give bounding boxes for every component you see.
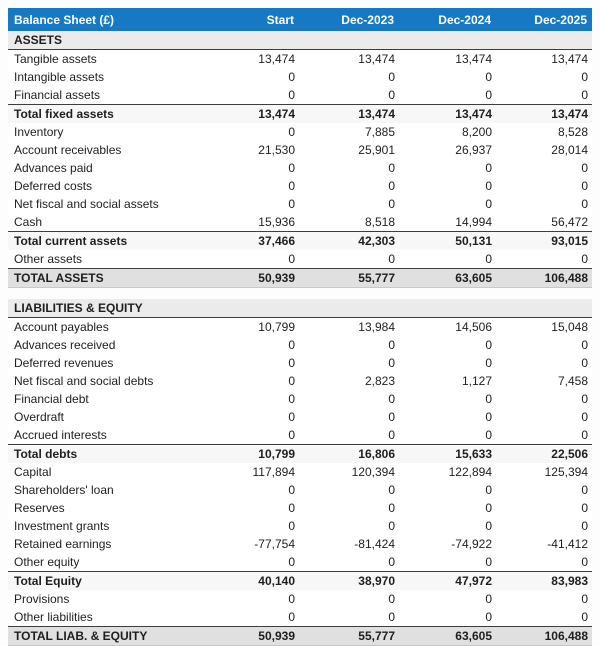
table-row — [8, 123, 592, 141]
cell-value: 13,474 — [299, 105, 399, 124]
cell-value: 0 — [496, 177, 592, 195]
cell-value: 0 — [496, 517, 592, 535]
cell-value: 10,799 — [199, 445, 299, 464]
cell-value: 8,528 — [496, 123, 592, 141]
cell-value: 0 — [199, 426, 299, 445]
cell-value: 0 — [199, 390, 299, 408]
table-header-row — [8, 8, 592, 31]
cell-value: 0 — [496, 195, 592, 213]
cell-value: 56,472 — [496, 213, 592, 232]
cell-value: 13,474 — [199, 50, 299, 69]
table-row — [8, 463, 592, 481]
table-row — [8, 177, 592, 195]
cell-value: 0 — [199, 481, 299, 499]
cell-value: 13,474 — [496, 105, 592, 124]
section-header-row — [8, 299, 592, 318]
cell-value: 120,394 — [299, 463, 399, 481]
table-row — [8, 354, 592, 372]
cell-value: 0 — [496, 608, 592, 627]
cell-value: 0 — [299, 177, 399, 195]
cell-value: 50,939 — [199, 269, 299, 288]
table-row — [8, 213, 592, 232]
row-label: Cash — [8, 213, 199, 232]
column-header-start: Start — [199, 8, 299, 31]
cell-value: 7,885 — [299, 123, 399, 141]
cell-value: 0 — [399, 68, 496, 86]
cell-value: 8,200 — [399, 123, 496, 141]
row-label: TOTAL LIAB. & EQUITY — [8, 627, 199, 646]
cell-value: 0 — [199, 499, 299, 517]
cell-value: 15,936 — [199, 213, 299, 232]
table-row — [8, 50, 592, 69]
row-label: Deferred revenues — [8, 354, 199, 372]
section-empty-cell — [399, 299, 496, 318]
cell-value: 0 — [199, 250, 299, 269]
table-row — [8, 572, 592, 591]
cell-value: 16,806 — [299, 445, 399, 464]
cell-value: 13,474 — [399, 105, 496, 124]
cell-value: 8,518 — [299, 213, 399, 232]
table-row — [8, 318, 592, 337]
row-label: Intangible assets — [8, 68, 199, 86]
row-label: Other liabilities — [8, 608, 199, 627]
cell-value: 0 — [299, 426, 399, 445]
section-empty-cell — [199, 299, 299, 318]
column-header-dec-2025: Dec-2025 — [496, 8, 592, 31]
cell-value: 0 — [199, 354, 299, 372]
row-label: Provisions — [8, 590, 199, 608]
cell-value: 93,015 — [496, 232, 592, 251]
cell-value: 0 — [299, 390, 399, 408]
cell-value: 13,984 — [299, 318, 399, 337]
table-body — [8, 31, 592, 646]
table-row — [8, 553, 592, 572]
cell-value: 0 — [399, 336, 496, 354]
table-row — [8, 390, 592, 408]
cell-value: -74,922 — [399, 535, 496, 553]
cell-value: 0 — [399, 177, 496, 195]
section-empty-cell — [399, 31, 496, 50]
table-row — [8, 608, 592, 627]
cell-value: 14,994 — [399, 213, 496, 232]
section-empty-cell — [299, 299, 399, 318]
row-label: Financial assets — [8, 86, 199, 105]
row-label: Reserves — [8, 499, 199, 517]
cell-value: -77,754 — [199, 535, 299, 553]
cell-value: 0 — [399, 481, 496, 499]
cell-value: 25,901 — [299, 141, 399, 159]
cell-value: 13,474 — [299, 50, 399, 69]
row-label: Account payables — [8, 318, 199, 337]
cell-value: 106,488 — [496, 627, 592, 646]
table-row — [8, 86, 592, 105]
cell-value: 0 — [399, 608, 496, 627]
cell-value: 10,799 — [199, 318, 299, 337]
cell-value: 0 — [299, 408, 399, 426]
cell-value: 0 — [199, 86, 299, 105]
cell-value: 0 — [496, 68, 592, 86]
row-label: Other equity — [8, 553, 199, 572]
row-label: Capital — [8, 463, 199, 481]
cell-value: 0 — [199, 590, 299, 608]
cell-value: 0 — [299, 608, 399, 627]
cell-value: 55,777 — [299, 269, 399, 288]
cell-value: 0 — [299, 354, 399, 372]
table-row — [8, 408, 592, 426]
cell-value: 0 — [496, 408, 592, 426]
cell-value: 0 — [299, 250, 399, 269]
cell-value: 0 — [299, 553, 399, 572]
table-row — [8, 141, 592, 159]
cell-value: 47,972 — [399, 572, 496, 591]
cell-value: 83,983 — [496, 572, 592, 591]
cell-value: 42,303 — [299, 232, 399, 251]
cell-value: 0 — [199, 408, 299, 426]
cell-value: 0 — [299, 481, 399, 499]
cell-value: 125,394 — [496, 463, 592, 481]
cell-value: 0 — [199, 195, 299, 213]
row-label: Investment grants — [8, 517, 199, 535]
cell-value: 0 — [199, 123, 299, 141]
table-title: Balance Sheet (£) — [8, 8, 199, 31]
cell-value: 0 — [399, 553, 496, 572]
table-row — [8, 269, 592, 288]
row-label: Total current assets — [8, 232, 199, 251]
row-label: Accrued interests — [8, 426, 199, 445]
cell-value: 0 — [496, 590, 592, 608]
row-label: TOTAL ASSETS — [8, 269, 199, 288]
table-row — [8, 195, 592, 213]
cell-value: 22,506 — [496, 445, 592, 464]
cell-value: 0 — [199, 553, 299, 572]
column-header-dec-2024: Dec-2024 — [399, 8, 496, 31]
cell-value: 0 — [299, 517, 399, 535]
table-row — [8, 105, 592, 124]
cell-value: 0 — [496, 426, 592, 445]
table-row — [8, 426, 592, 445]
cell-value: 2,823 — [299, 372, 399, 390]
cell-value: 0 — [399, 354, 496, 372]
table-row — [8, 159, 592, 177]
cell-value: 0 — [299, 195, 399, 213]
row-label: Advances paid — [8, 159, 199, 177]
cell-value: 0 — [399, 159, 496, 177]
cell-value: 106,488 — [496, 269, 592, 288]
cell-value: 0 — [299, 86, 399, 105]
cell-value: 117,894 — [199, 463, 299, 481]
cell-value: 15,048 — [496, 318, 592, 337]
cell-value: 21,530 — [199, 141, 299, 159]
row-label: Shareholders' loan — [8, 481, 199, 499]
cell-value: -81,424 — [299, 535, 399, 553]
cell-value: 0 — [299, 590, 399, 608]
section-empty-cell — [299, 31, 399, 50]
section-label: ASSETS — [8, 31, 199, 50]
cell-value: 0 — [299, 68, 399, 86]
row-label: Tangible assets — [8, 50, 199, 69]
row-label: Total fixed assets — [8, 105, 199, 124]
table-row — [8, 590, 592, 608]
cell-value: 37,466 — [199, 232, 299, 251]
cell-value: 15,633 — [399, 445, 496, 464]
section-empty-cell — [496, 31, 592, 50]
cell-value: 0 — [399, 590, 496, 608]
cell-value: 0 — [496, 250, 592, 269]
cell-value: 0 — [399, 517, 496, 535]
row-label: Inventory — [8, 123, 199, 141]
table-row — [8, 481, 592, 499]
row-label: Net fiscal and social debts — [8, 372, 199, 390]
cell-value: 0 — [299, 159, 399, 177]
cell-value: 0 — [496, 159, 592, 177]
cell-value: 13,474 — [496, 50, 592, 69]
cell-value: 0 — [299, 336, 399, 354]
cell-value: 0 — [496, 354, 592, 372]
cell-value: 14,506 — [399, 318, 496, 337]
table-row — [8, 627, 592, 646]
cell-value: 0 — [199, 608, 299, 627]
cell-value: 0 — [496, 336, 592, 354]
cell-value: 0 — [399, 250, 496, 269]
section-empty-cell — [199, 31, 299, 50]
table-row — [8, 336, 592, 354]
cell-value: 122,894 — [399, 463, 496, 481]
cell-value: 50,131 — [399, 232, 496, 251]
cell-value: 0 — [496, 86, 592, 105]
cell-value: 28,014 — [496, 141, 592, 159]
cell-value: 0 — [199, 372, 299, 390]
cell-value: 26,937 — [399, 141, 496, 159]
cell-value: 0 — [399, 408, 496, 426]
section-header-row — [8, 31, 592, 50]
row-label: Total Equity — [8, 572, 199, 591]
cell-value: 0 — [496, 390, 592, 408]
row-label: Other assets — [8, 250, 199, 269]
cell-value: 7,458 — [496, 372, 592, 390]
row-label: Net fiscal and social assets — [8, 195, 199, 213]
cell-value: 13,474 — [199, 105, 299, 124]
cell-value: 50,939 — [199, 627, 299, 646]
cell-value: 0 — [399, 86, 496, 105]
cell-value: 1,127 — [399, 372, 496, 390]
cell-value: 0 — [199, 68, 299, 86]
column-header-dec-2023: Dec-2023 — [299, 8, 399, 31]
table-row — [8, 499, 592, 517]
row-label: Financial debt — [8, 390, 199, 408]
table-row — [8, 445, 592, 464]
cell-value: 0 — [199, 517, 299, 535]
cell-value: 0 — [399, 499, 496, 517]
table-row — [8, 517, 592, 535]
row-label: Retained earnings — [8, 535, 199, 553]
table-row — [8, 68, 592, 86]
table-row — [8, 232, 592, 251]
table-row — [8, 535, 592, 553]
section-label: LIABILITIES & EQUITY — [8, 299, 199, 318]
cell-value: 0 — [399, 390, 496, 408]
cell-value: 40,140 — [199, 572, 299, 591]
cell-value: 0 — [496, 553, 592, 572]
cell-value: -41,412 — [496, 535, 592, 553]
cell-value: 0 — [199, 336, 299, 354]
table-row — [8, 250, 592, 269]
row-label: Account receivables — [8, 141, 199, 159]
cell-value: 0 — [496, 481, 592, 499]
row-label: Total debts — [8, 445, 199, 464]
cell-value: 38,970 — [299, 572, 399, 591]
section-empty-cell — [496, 299, 592, 318]
cell-value: 0 — [496, 499, 592, 517]
cell-value: 0 — [299, 499, 399, 517]
balance-sheet-table — [8, 8, 592, 646]
row-label: Advances received — [8, 336, 199, 354]
cell-value: 0 — [399, 195, 496, 213]
cell-value: 63,605 — [399, 269, 496, 288]
cell-value: 0 — [199, 159, 299, 177]
cell-value: 0 — [199, 177, 299, 195]
cell-value: 13,474 — [399, 50, 496, 69]
cell-value: 0 — [399, 426, 496, 445]
table-row — [8, 372, 592, 390]
cell-value: 55,777 — [299, 627, 399, 646]
row-label: Deferred costs — [8, 177, 199, 195]
row-label: Overdraft — [8, 408, 199, 426]
section-gap — [8, 288, 592, 300]
cell-value: 63,605 — [399, 627, 496, 646]
